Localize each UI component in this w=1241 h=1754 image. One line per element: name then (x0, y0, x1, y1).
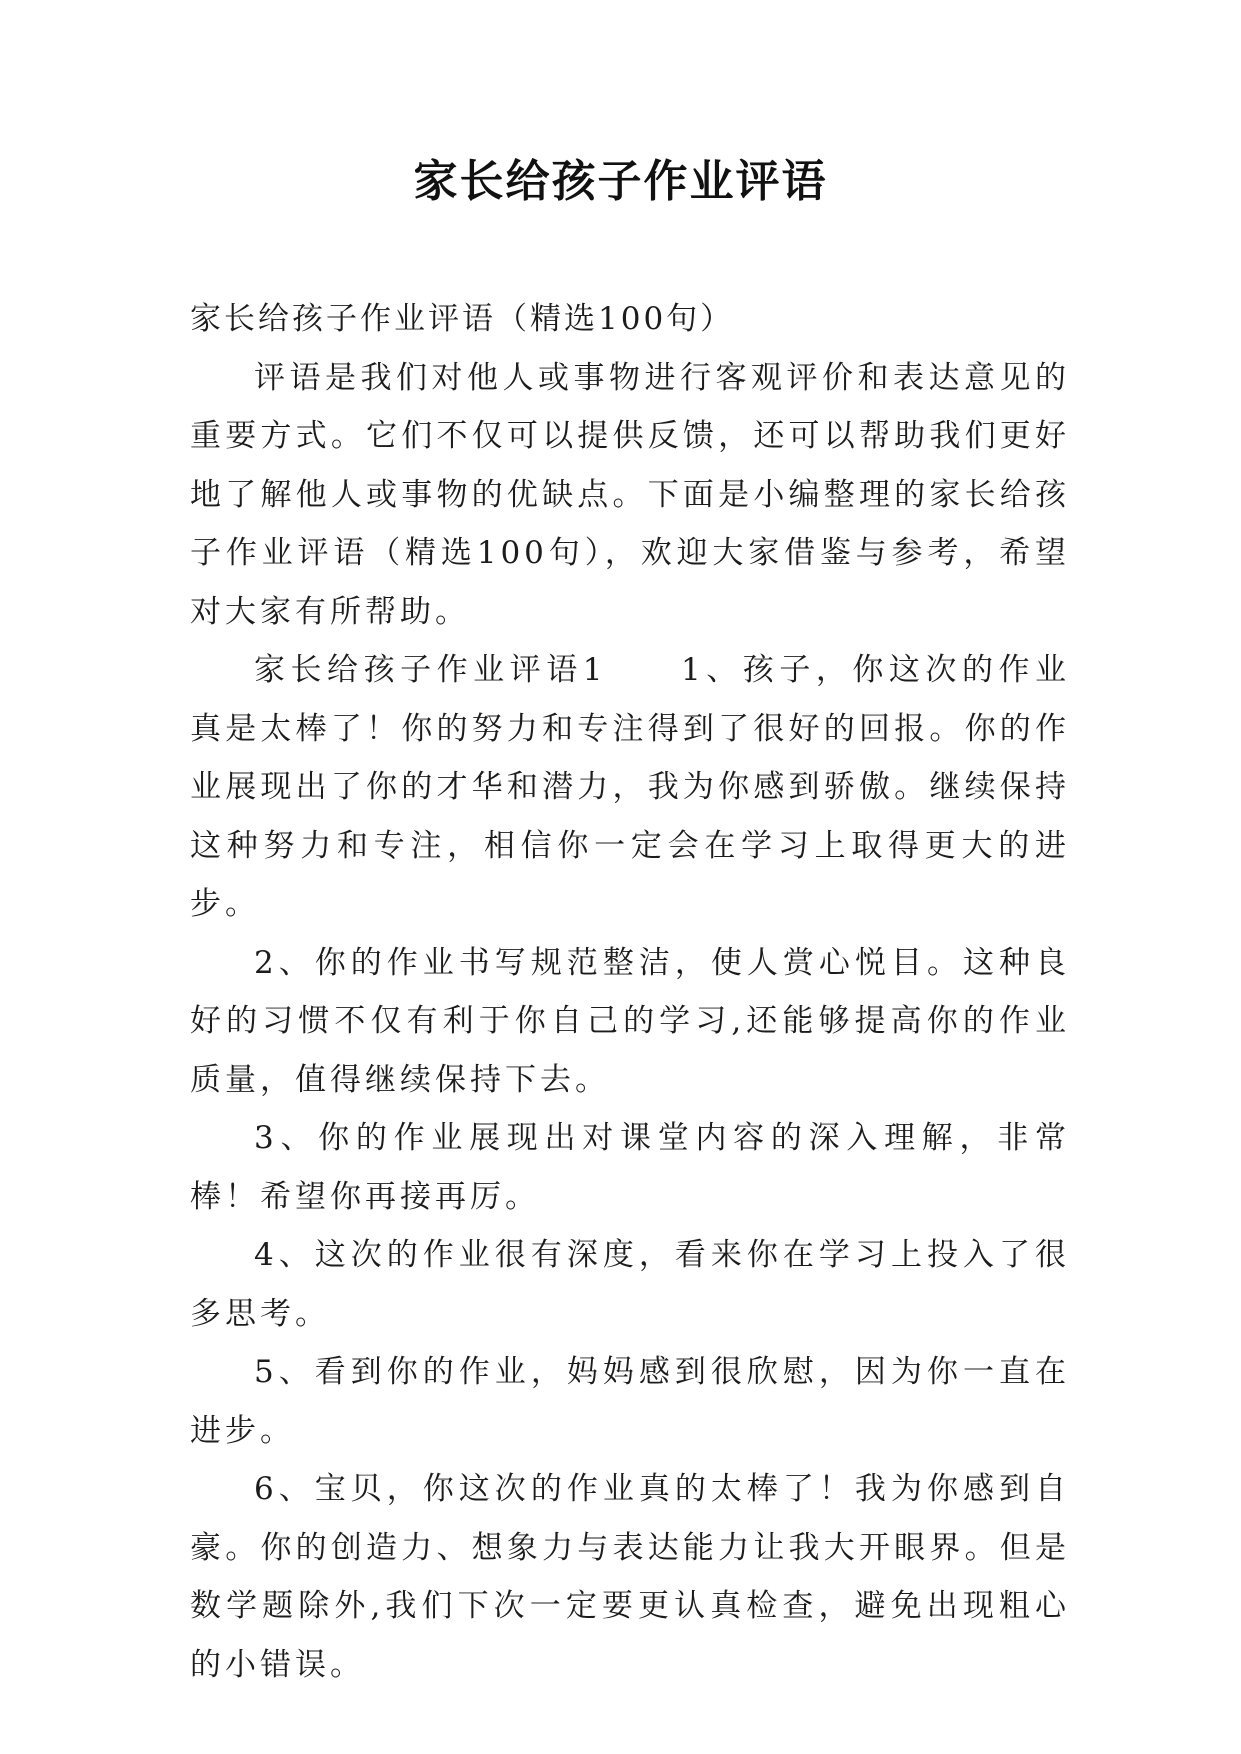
paragraph-comment-3: 3、你的作业展现出对课堂内容的深入理解，非常棒！希望你再接再厉。 (190, 1120, 1070, 1215)
paragraph-comment-4: 4、这次的作业很有深度，看来你在学习上投入了很多思考。 (190, 1237, 1070, 1332)
paragraph-comment-2: 2、你的作业书写规范整洁，使人赏心悦目。这种良好的习惯不仅有利于你自己的学习,还能够提高你的作业质量，值得继续保持下去。 (190, 944, 1070, 1098)
document-subtitle: 家长给孩子作业评语（精选100句） (190, 301, 735, 337)
paragraph-comment-6: 6、宝贝，你这次的作业真的太棒了！我为你感到自豪。你的创造力、想象力与表达能力让我大开眼界。但是数学题除外,我们下次一定要更认真检查，避免出现粗心的小错误。 (190, 1471, 1070, 1683)
paragraph-comment-1: 家长给孩子作业评语1 1、孩子，你这次的作业真是太棒了！你的努力和专注得到了很好的回报。你的作业展现出了你的才华和潜力，我为你感到骄傲。继续保持这种努力和专注，相信你一定会在学习上取得更大的进步。 (190, 652, 1070, 922)
document-title: 家长给孩子作业评语 (413, 156, 828, 207)
paragraph-intro: 评语是我们对他人或事物进行客观评价和表达意见的重要方式。它们不仅可以提供反馈，还可以帮助我们更好地了解他人或事物的优缺点。下面是小编整理的家长给孩子作业评语（精选100句），欢迎大家借鉴与参考，希望对大家有所帮助。 (190, 359, 1070, 630)
paragraph-comment-5: 5、看到你的作业，妈妈感到很欣慰，因为你一直在进步。 (190, 1354, 1070, 1449)
document-body (190, 290, 1070, 1694)
